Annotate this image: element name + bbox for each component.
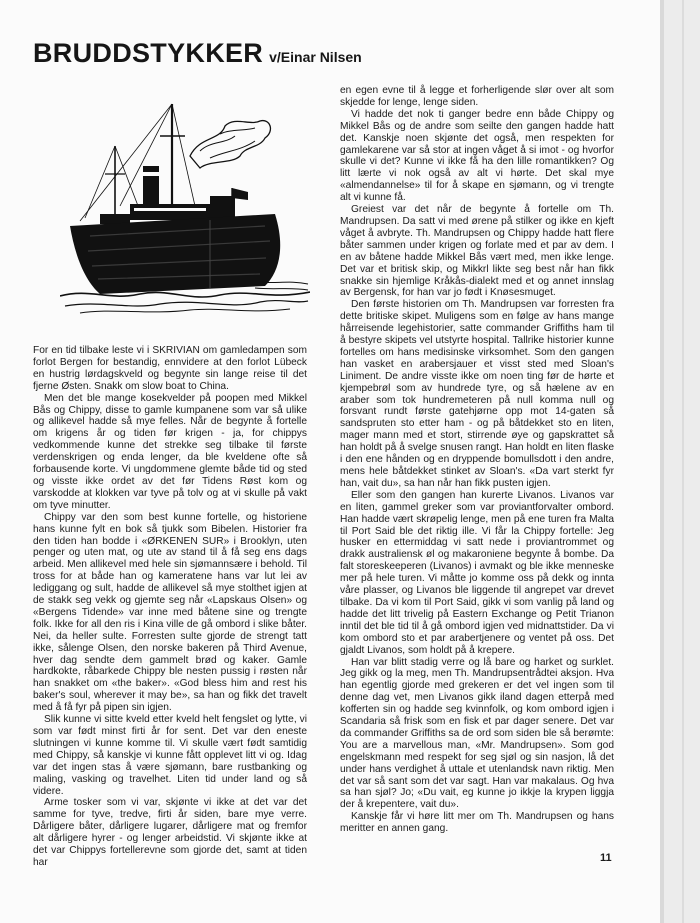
paragraph: Kanskje får vi høre litt mer om Th. Mandrupsen og hans meritter en annen gang.: [340, 811, 614, 835]
paragraph: Arme tosker som vi var, skjønte vi ikke at det var det samme for tyve, tredve, firti år siden, bare mye verre. Dårligere båter, dårligere lugarer, dårligere mat og fremfor alt dårligere hyrer - og lenger arbeidstid. Vi skjønte ikke at det var Chippys fortellerevne som gjorde det, samt at tiden har: [33, 797, 307, 868]
article-title: BRUDDSTYKKER: [33, 38, 264, 68]
paragraph: Eller som den gangen han kurerte Livanos. Livanos var en liten, gammel greker som var proviantforvalter ombord. Han hadde vært skrøpelig lenge, men på ene turen fra Malta til Port Said ble det riktig ille. Vi får la Chippy fortelle: Jeg husker en ettermiddag vi satt nede i proviantrommet og drakk australiensk øl og makaroniene begynte å bombe. Da falt storeskeeperen (Livanos) i avmakt og ble ikke menneske mer på hele turen. Vi måtte jo komme oss på dekk og innta våre plasser, og Livanos ble liggende til angrepet var drevet tilbake. Da vi kom til Port Said, gikk vi som vanlig på land og hadde det litt trivelig på Eastern Exchange og Petit Trianon inntil det ble tid til å gå ombord igjen ved midnattstider. Da vi kom ombord sto et par arabertjenere og ventet på oss. Det gjaldt Livanos, som holdt på å krepere.: [340, 489, 614, 656]
right-text-column: [340, 85, 614, 835]
page-edge: [664, 0, 700, 923]
page-number: 11: [600, 852, 612, 864]
paragraph: Slik kunne vi sitte kveld etter kveld helt fengslet og lytte, vi som var født minst firti år for sent. Det var den eneste slutningen vi kunne komme til. Vi skulle vært født samtidig med Chippy, så kanskje vi kunne fått opplevet litt vi og. Idag var det ingen stas å være sjømann, bare rustbanking og maling, vasking og travelhet. Liten tid under land og så videre.: [33, 714, 307, 797]
paragraph: Han var blitt stadig verre og lå bare og harket og surklet. Jeg gikk og la meg, men Th. Mandrupsentrådtei aksjon. Hva han egentlig gjorde med grekeren er det vel ingen som til denne dag vet, men Livanos gikk iland dagen etterpå med kofferten sin og hadde seg kvinnfolk, og kom ombord igjen i Scandaria så frisk som en fisk et par dager senere. Det var da commander Griffiths sa de ord som siden ble så berømte: You are a marvellous man, «Mr. Mandrupsen». Som god engelskmann med respekt for seg sjøl og sin nasjon, lå det under hans verdighet å uttale et utenlandsk navn riktig. Men det var så sant som det var sagt. Han var makalaus. Og hva sa han sjøl? Jo; «Du vait, eg kunne jo ikkje la krypen liggja der å krepentere, vait du».: [340, 656, 614, 811]
article-heading: [33, 38, 362, 69]
article-byline: v/Einar Nilsen: [269, 49, 362, 65]
paragraph: Chippy var den som best kunne fortelle, og historiene hans kunne fylt en bok så tjukk som Bibelen. Historier fra den tiden han bodde i «ØRKENEN SUR» i Brooklyn, uten penger og uten mat, og ute av stand til å få seg ens dags arbeid. Men allikevel med hele sin sjømannsære i behold. Til tross for at både han og kameratene hans var lut lei av lediggang og sult, hadde de allikevel så mye stolthet igjen at de stakk seg vekk og gjemte seg når «Lapskaus Olsen» og «Bergens Tidende» var inne med båtene sine og trengte folk. Ikke for all den ris i Kina ville de gå ombord i slike båter. Nei, da heller sulte. Forresten sulte gjorde de strengt tatt ikke, sålenge Olsen, den norske bakeren på Third Avenue, hver dag sendte dem gammelt brød og kaker. Gamle hardkokte, råbarkede Chippy ble nesten pussig i røsten når han snakket om «the baker». «God bless him and rest his baker's soul, wherever it may be», sa han og fikk det travelt med å få fyr på pipen sin igjen.: [33, 511, 307, 714]
paragraph: Greiest var det når de begynte å fortelle om Th. Mandrupsen. Da satt vi med ørene på stilker og ikke en kjeft våget å avbryte. Th. Mandrupsen og Chippy hadde hatt flere båter sammen under krigen og forlate med et par av dem. I en av båtene hadde Mikkel Bås vært med, men ikke lenge. Det var et britisk skip, og Mikkrl likte seg best når han fikk snakke sin hjemlige Kråkås-dialekt med et og annet innslag av Bergensk, for han var jo født i Knøsesmuget.: [340, 204, 614, 299]
paragraph: Den første historien om Th. Mandrupsen var forresten fra dette britiske skipet. Muligens som en følge av hans mange hårreisende legehistorier, satte commander Griffiths ham til å bestyre skipets vel utstyrte hospital. Tallrike historier kunne fortelles om hans medisinske virksomhet. Som den gangen han vasket en arabersjauer et visst sted med Sloan's Liniment. De andre visste ikke om noen ting før de hørte et kjempebrøl som av hundrede tyre, og så hælene av en araber som tok hundremeteren på null komma null og forsvant rundt første gatehjørne opp mot 14-gaten så sandspruten sto etter ham - og på båtdekket sto en liten, mager mann med et stort, stirrende øye og gapskrattet så han holdt på å svelge snusen rangt. Han holdt en liten flaske i den ene hånden og en dryppende bomullsdott i den andre, mens hele båtdekket stinket av Sloan's. «Da vart sterkt fyr han, vait du», sa han når han fikk pusten igjen.: [340, 299, 614, 489]
paragraph: en egen evne til å legge et forherligende slør over alt som skjedde for lenge, lenge siden.: [340, 85, 614, 108]
steamship-illustration: [60, 96, 310, 316]
paragraph: Men det ble mange kosekvelder på poopen med Mikkel Bås og Chippy, disse to gamle kumpanene som var så ulike og allikevel hadde så mye felles. Når de begynte å fortelle om krigens år og tiden før krigen - ja, for chippys vedkommende kunne det strekke seg tilbake til første verdenskrigen og enda lenger, da ble kveldene ofte så forbausende korte. Vi ungdommene glemte både tid og sted og visste ikke ordet av det før Tidens Røst kom og varskodde at klokken var tyve på tolv og at vi skulle på vakt om tyve minutter.: [33, 392, 307, 511]
paragraph: For en tid tilbake leste vi i SKRIVIAN om gamledampen som forlot Bergen for bestandig, ennvidere at den forlot Lübeck en hustrig lørdagskveld og begynte sin lange reise til det fjerne Østen. Snakk om slow boat to China.: [33, 345, 307, 392]
left-text-column: [33, 345, 307, 869]
paragraph: Vi hadde det nok ti ganger bedre enn både Chippy og Mikkel Bås og de andre som seilte den gangen hadde hatt det. Kanskje noen skjønte det også, men respekten for gamlekarene var så stor at ingen våget å si imot - og hvorfor skulle vi det? Kunne vi ikke få ha den lille romantikken? Og litt lærte vi nok også av alt vi hørte. Det skal mye «almendannelse» til for å skape en sjømann, og vi trengte alt vi kunne få.: [340, 108, 614, 204]
